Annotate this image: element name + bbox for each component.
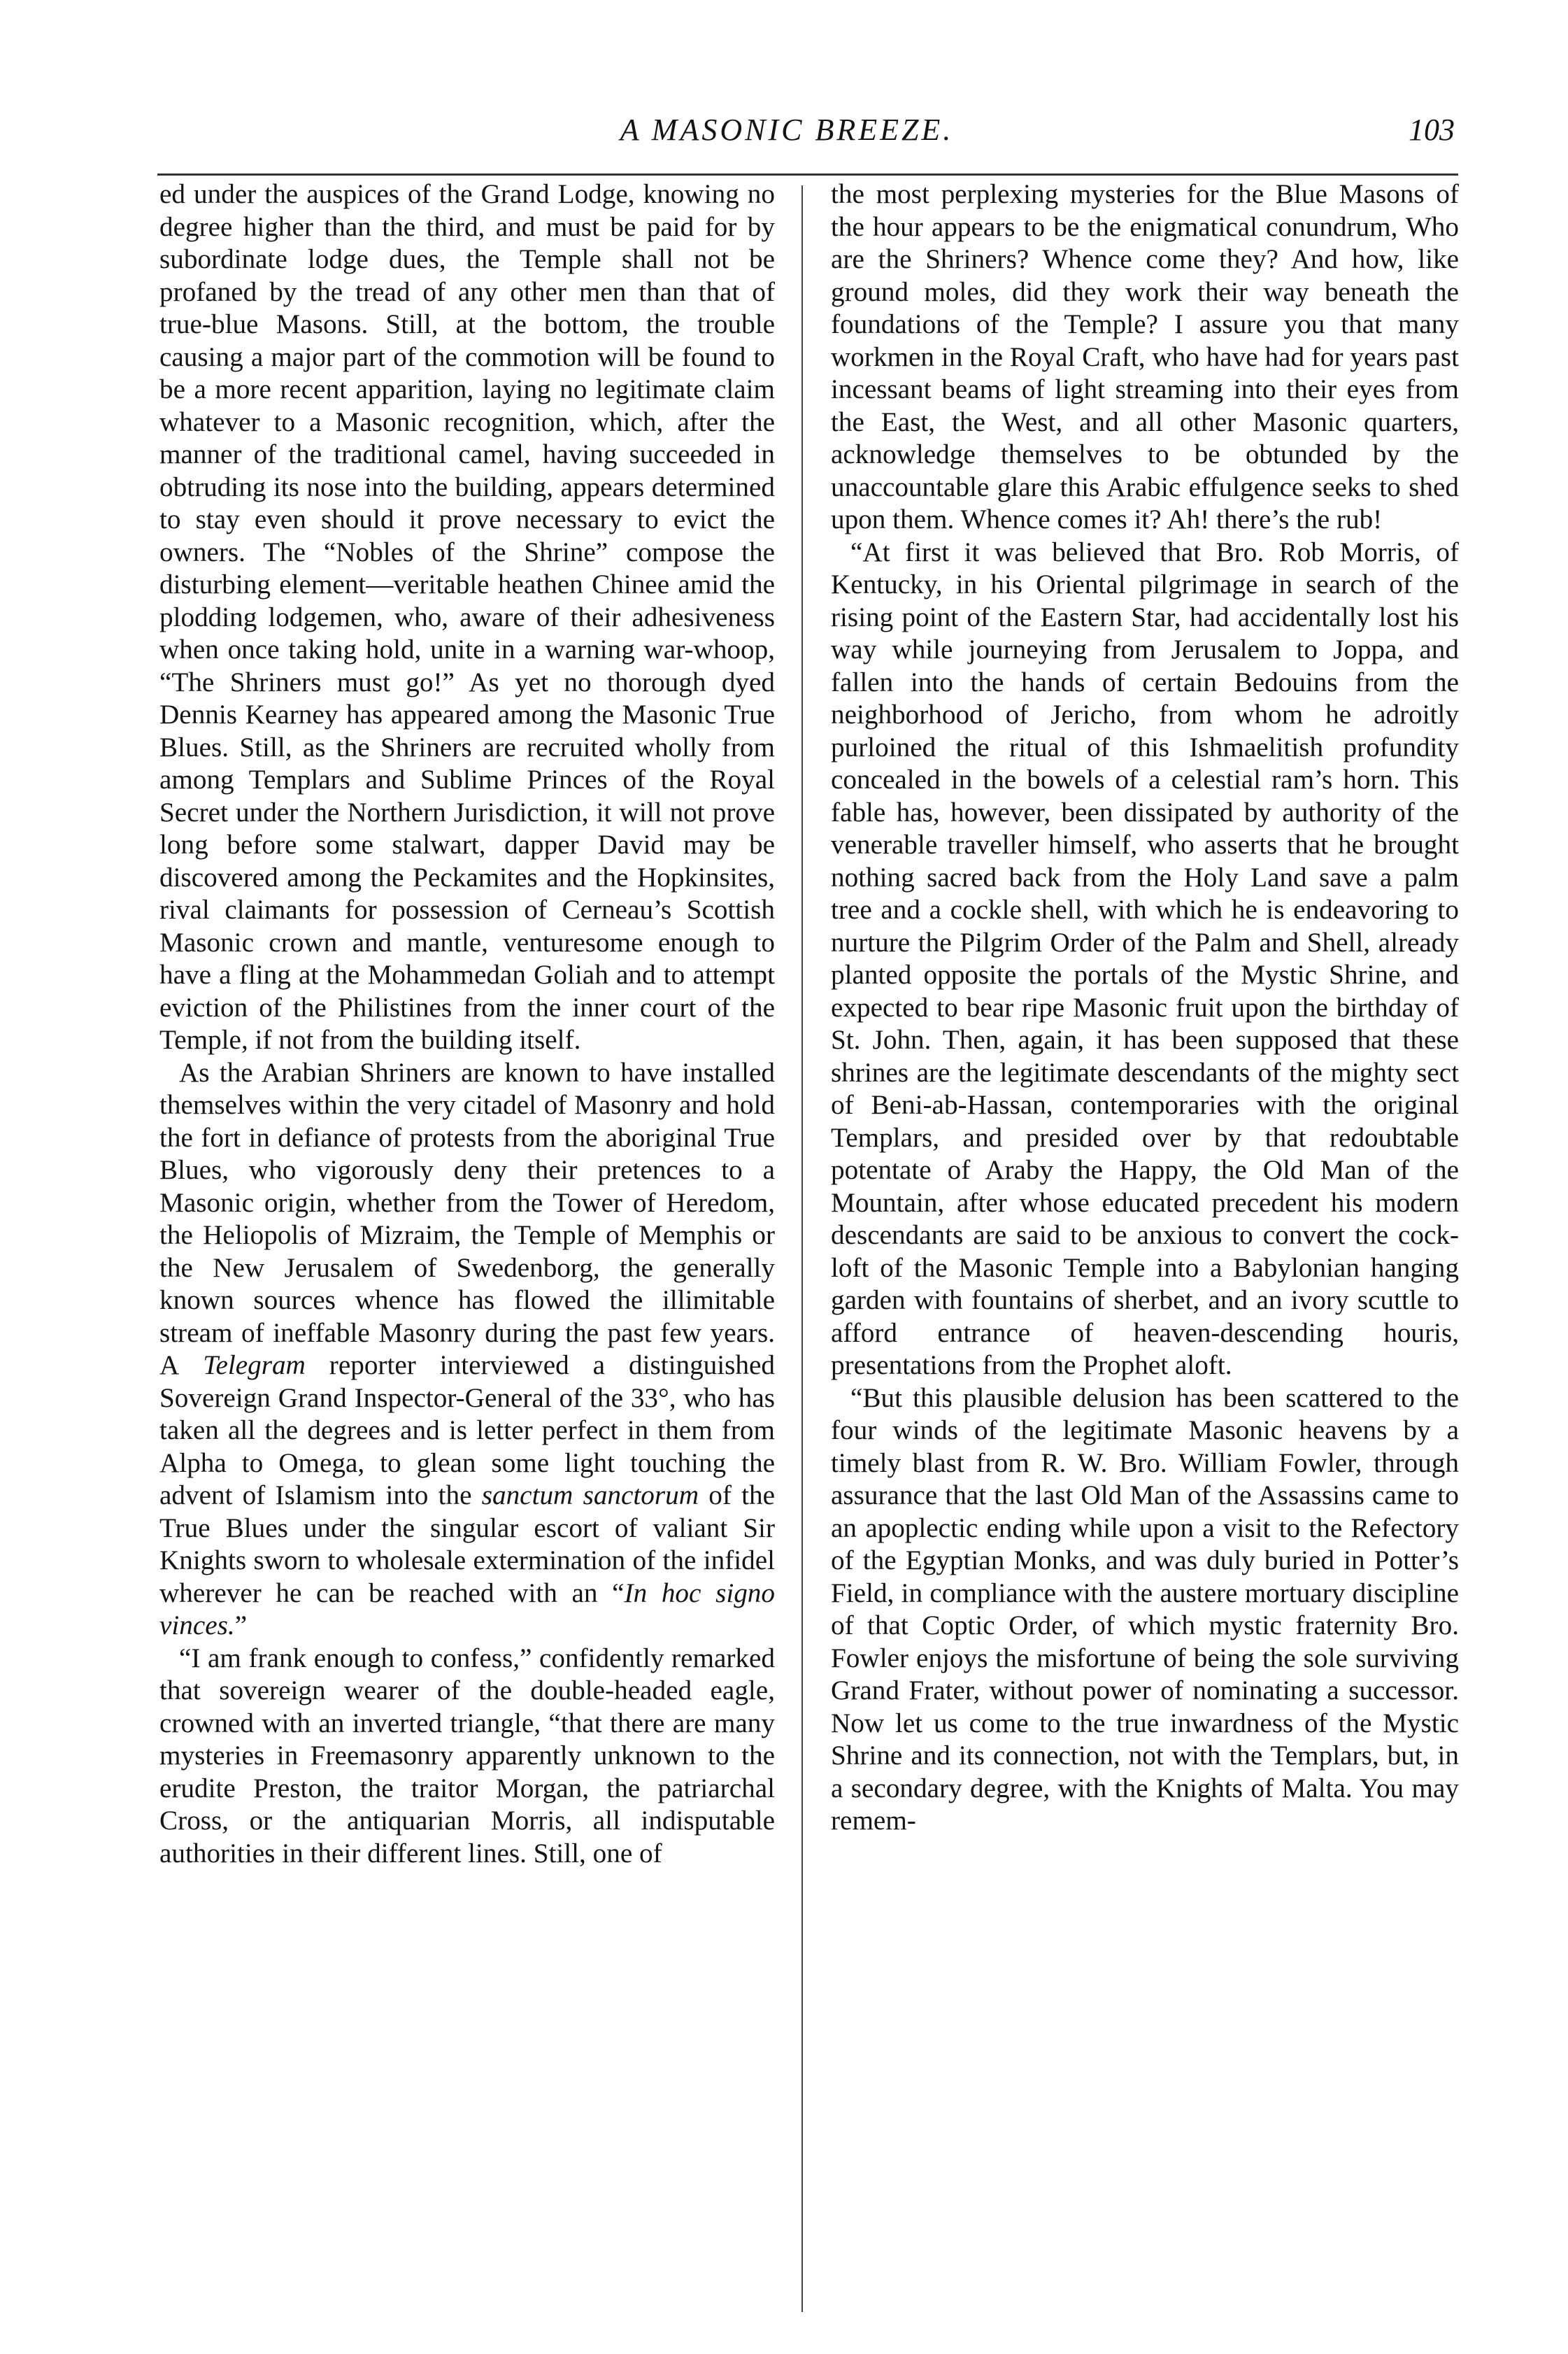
left-paragraph-2-cont: reporter interviewed a distinguished Sovereign Grand Inspector-General of the 33°, who has taken all the degrees and is letter perfect in them from Alpha to Omega, to glean some light touching the advent of Islamism into the (159, 1350, 775, 1510)
column-divider (801, 185, 803, 2312)
italic-sanctum: sanctum sanctorum (481, 1480, 699, 1510)
header-rule (157, 173, 1458, 176)
running-head-title: A MASONIC BREEZE. (620, 113, 954, 147)
right-paragraph-2: “At first it was believed that Bro. Rob Morris, of Kentucky, in his Oriental pilgrimage in search of the rising point of the Eastern Star, had accidentally lost his way while journeying from Jerusalem to Joppa, and fallen into the hands of certain Bedouins from the neighborhood of Jericho, from whom he adroitly purloined the ritual of this Ishmaelitish profundity concealed in the bowels of a celestial ram’s horn. This fable has, however, been dissipated by authority of the venerable traveller himself, who asserts that he brought nothing sacred back from the Holy Land save a palm tree and a cockle shell, with which he is endeavoring to nurture the Pilgrim Order of the Palm and Shell, already planted opposite the portals of the Mystic Shrine, and expected to bear ripe Masonic fruit upon the birthday of St. John. Then, again, it has been supposed that these shrines are the legitimate descendants of the mighty sect of Beni-ab-Hassan, contemporaries with the original Templars, and presided over by that redoubtable potentate of Araby the Happy, the Old Man of the Mountain, after whose educated precedent his modern descendants are said to be anxious to convert the cock-loft of the Masonic Temple into a Babylonian hanging garden with fountains of sherbet, and an ivory scuttle to afford entrance of heaven-descending houris, presentations from the Prophet aloft. (831, 537, 1459, 1380)
italic-motto: In hoc signo vinces. (159, 1577, 775, 1640)
running-head (119, 105, 1455, 161)
left-paragraph-2-end: ” (234, 1610, 248, 1640)
left-column (159, 178, 775, 2319)
left-paragraph-3: “I am frank enough to confess,” confidently remarked that sovereign wearer of the double-headed eagle, crowned with an inverted triangle, “that there are many mysteries in Freemasonry apparently unknown to the erudite Preston, the traitor Morgan, the patriarchal Cross, or the antiquarian Morris, all indisputable authorities in their different lines. Still, one of (159, 1643, 775, 1869)
text-columns (159, 178, 1459, 2319)
right-paragraph-1: the most perplexing mysteries for the Blue Masons of the hour appears to be the enigmatical conundrum, Who are the Shriners? Whence come they? And how, like ground moles, did they work their way beneath the foundations of the Temple? I assure you that many workmen in the Royal Craft, who have had for years past incessant beams of light streaming into their eyes from the East, the West, and all other Masonic quarters, acknowledge themselves to be obtunded by the unaccountable glare this Arabic effulgence seeks to shed upon them. Whence comes it? Ah! there’s the rub! (831, 179, 1459, 534)
left-paragraph-2-text: As the Arabian Shriners are known to have installed themselves within the very citadel of Masonry and hold the fort in defiance of protests from the aboriginal True Blues, who vigorously deny their pretences to a Masonic origin, whether from the Tower of Heredom, the Heliopolis of Mizraim, the Temple of Memphis or the New Jerusalem of Swedenborg, the generally known sources whence has flowed the illimitable stream of ineffable Masonry during the past few years. A (159, 1057, 775, 1380)
page-number: 103 (1409, 113, 1455, 147)
right-paragraph-3: “But this plausible delusion has been scattered to the four winds of the legitimate Masonic heavens by a timely blast from R. W. Bro. William Fowler, through assurance that the last Old Man of the Assassins came to an apoplectic ending while upon a visit to the Refectory of the Egyptian Monks, and was duly buried in Potter’s Field, in compliance with the austere mortuary discipline of that Coptic Order, of which mystic fraternity Bro. Fowler enjoys the misfortune of being the sole surviving Grand Frater, without power of nominating a successor. Now let us come to the true inwardness of the Mystic Shrine and its connection, not with the Templars, but, in a secondary degree, with the Knights of Malta. You may remem- (831, 1382, 1459, 1836)
right-column (831, 178, 1459, 2319)
left-paragraph-1: ed under the auspices of the Grand Lodge, knowing no degree higher than the third, and must be paid for by subordinate lodge dues, the Temple shall not be profaned by the tread of any other men than that of true-blue Masons. Still, at the bottom, the trouble causing a major part of the commotion will be found to be a more recent apparition, laying no legitimate claim whatever to a Masonic recognition, which, after the manner of the traditional camel, having succeeded in obtruding its nose into the building, appears determined to stay even should it prove necessary to evict the owners. The “Nobles of the Shrine” compose the disturbing element—veritable heathen Chinee amid the plodding lodgemen, who, aware of their adhesiveness when once taking hold, unite in a warning war-whoop, “The Shriners must go!” As yet no thorough dyed Dennis Kearney has appeared among the Masonic True Blues. Still, as the Shriners are recruited wholly from among Templars and Sublime Princes of the Royal Secret under the Northern Jurisdiction, it will not prove long before some stalwart, dapper David may be discovered among the Peckamites and the Hopkinsites, rival claimants for possession of Cerneau’s Scottish Masonic crown and mantle, venturesome enough to have a fling at the Mohammedan Goliah and to attempt eviction of the Philistines from the inner court of the Temple, if not from the building itself. (159, 179, 775, 1055)
italic-telegram: Telegram (203, 1350, 306, 1380)
left-paragraph-2-cont2: of the True Blues under the singular escort of valiant Sir Knights sworn to wholesale extermination of the infidel wherever he can be reached with an “ (159, 1480, 775, 1608)
left-paragraph-2 (159, 1057, 775, 1643)
